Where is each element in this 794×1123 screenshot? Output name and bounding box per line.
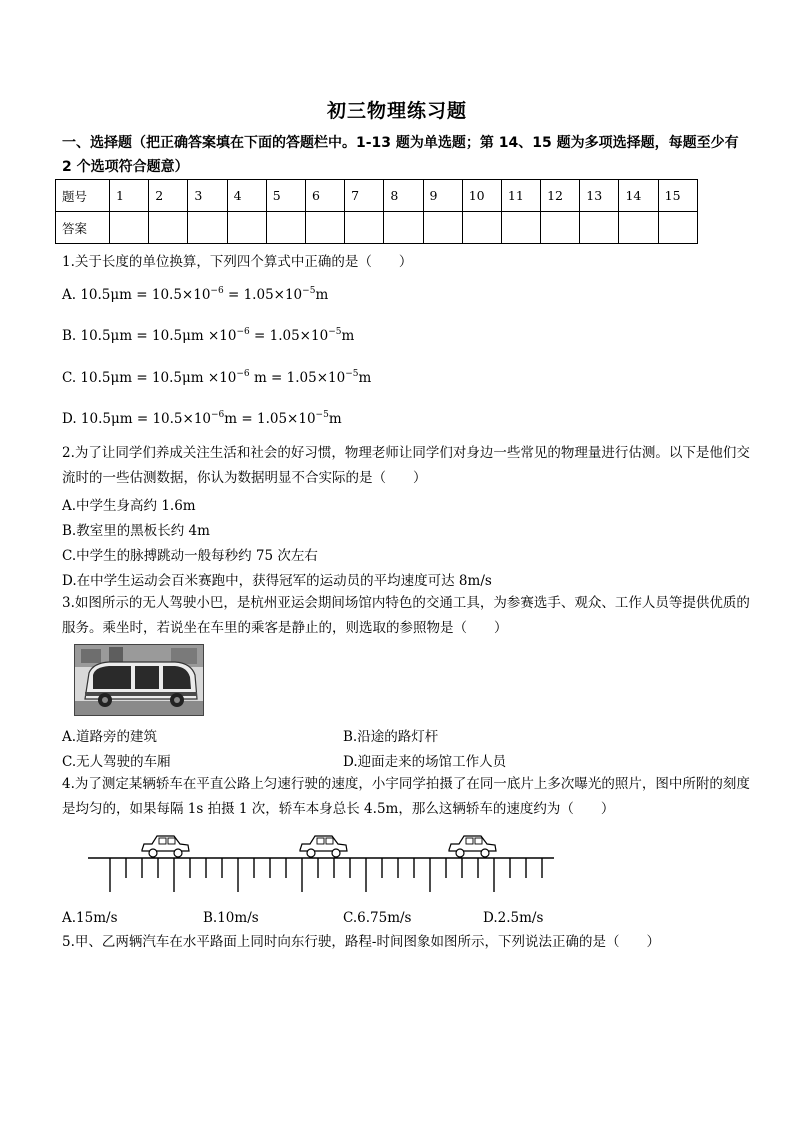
q2-option-c: C.中学生的脉搏跳动一般每秒约 75 次左右: [62, 548, 318, 564]
exponent: −5: [328, 327, 342, 337]
question-number-cell: 10: [462, 180, 501, 212]
question-number-cell: 1: [110, 180, 149, 212]
exponent: −6: [236, 327, 250, 337]
option-text: = 1.05×10: [223, 287, 303, 303]
option-text: m: [341, 328, 355, 344]
question-number-cell: 4: [227, 180, 266, 212]
q3-option-d: D.迎面走来的场馆工作人员: [343, 754, 507, 770]
question-number-cell: 5: [266, 180, 305, 212]
question-number-cell: 12: [541, 180, 580, 212]
answer-table: [55, 179, 698, 244]
option-text: A. 10.5μm = 10.5×10: [62, 287, 211, 303]
answer-cell[interactable]: [227, 212, 266, 244]
option-text: m: [328, 411, 342, 427]
q4-option-b: B.10m/s: [203, 910, 259, 926]
q1-option-c: [62, 370, 371, 386]
option-text: m = 1.05×10: [249, 370, 346, 386]
car-icon: [449, 836, 496, 857]
exponent: −5: [345, 369, 359, 379]
question-3-stem: 3.如图所示的无人驾驶小巴，是杭州亚运会期间场馆内特色的交通工具，为参赛选手、观众、工作人员等提供优质的服务。乘坐时，若说坐在车里的乘客是静止的，则选取的参照物是（ ）: [62, 595, 750, 636]
question-number-cell: 6: [305, 180, 344, 212]
question-4-stem: 4.为了测定某辆轿车在平直公路上匀速行驶的速度，小宇同学拍摄了在同一底片上多次曝光的照片，图中所附的刻度是均匀的，如果每隔 1s 拍摄 1 次，轿车本身总长 4.5m，那么这辆轿车的速度约为（ ）: [62, 776, 750, 817]
question-2-stem: 2.为了让同学们养成关注生活和社会的好习惯，物理老师让同学们对身边一些常见的物理量进行估测。以下是他们交流时的一些估测数据，你认为数据明显不合实际的是（ ）: [62, 445, 750, 486]
q4-option-c: C.6.75m/s: [343, 910, 412, 926]
option-text: m = 1.05×10: [224, 411, 316, 427]
answer-cell[interactable]: [462, 212, 501, 244]
car-icon: [300, 836, 347, 857]
row-label-answer: 答案: [56, 212, 110, 244]
q4-option-a: A.15m/s: [62, 910, 118, 926]
question-number-cell: 8: [384, 180, 423, 212]
answer-cell[interactable]: [345, 212, 384, 244]
exponent: −6: [210, 286, 224, 296]
q4-option-d: D.2.5m/s: [483, 910, 544, 926]
table-row-answers: [56, 212, 698, 244]
question-number-cell: 13: [580, 180, 619, 212]
q2-option-d: D.在中学生运动会百米赛跑中，获得冠军的运动员的平均速度可达 8m/s: [62, 573, 492, 589]
q3-option-b: B.沿途的路灯杆: [343, 729, 439, 745]
q2-option-b: B.教室里的黑板长约 4m: [62, 523, 210, 539]
q3-option-c: C.无人驾驶的车厢: [62, 754, 171, 770]
answer-cell[interactable]: [580, 212, 619, 244]
q1-option-a: [62, 287, 328, 303]
exponent: −6: [211, 410, 225, 420]
ruler-ticks: [110, 858, 542, 892]
row-label-number: 题号: [56, 180, 110, 212]
q1-option-b: [62, 328, 354, 344]
option-text: m: [358, 370, 372, 386]
question-number-cell: 9: [423, 180, 462, 212]
car-ruler-figure: [62, 828, 554, 900]
q3-option-a: A.道路旁的建筑: [62, 729, 158, 745]
car-icon: [142, 836, 189, 857]
table-row-numbers: [56, 180, 698, 212]
option-text: = 1.05×10: [249, 328, 329, 344]
answer-cell[interactable]: [619, 212, 658, 244]
answer-cell[interactable]: [305, 212, 344, 244]
page-title: 初三物理练习题: [326, 100, 467, 122]
option-text: C. 10.5μm = 10.5μm ×10: [62, 370, 237, 386]
exponent: −5: [302, 286, 316, 296]
question-number-cell: 2: [149, 180, 188, 212]
question-number-cell: 15: [658, 180, 697, 212]
answer-cell[interactable]: [149, 212, 188, 244]
question-number-cell: 7: [345, 180, 384, 212]
exponent: −5: [315, 410, 329, 420]
autonomous-bus-photo: [74, 644, 204, 716]
question-1-stem: 1.关于长度的单位换算，下列四个算式中正确的是（ ）: [62, 254, 413, 270]
option-text: m: [315, 287, 329, 303]
question-number-cell: 14: [619, 180, 658, 212]
question-number-cell: 11: [501, 180, 540, 212]
q2-option-a: A.中学生身高约 1.6m: [62, 498, 196, 514]
answer-cell[interactable]: [384, 212, 423, 244]
answer-cell[interactable]: [423, 212, 462, 244]
answer-cell[interactable]: [266, 212, 305, 244]
answer-cell[interactable]: [188, 212, 227, 244]
section-heading: 一、选择题（把正确答案填在下面的答题栏中。1-13 题为单选题；第 14、15 题为多项选择题，每题至少有 2 个选项符合题意）: [62, 135, 739, 175]
exponent: −6: [236, 369, 250, 379]
answer-cell[interactable]: [658, 212, 697, 244]
option-text: B. 10.5μm = 10.5μm ×10: [62, 328, 237, 344]
question-5-stem: 5.甲、乙两辆汽车在水平路面上同时向东行驶，路程-时间图象如图所示，下列说法正确的是（ ）: [62, 934, 660, 950]
answer-cell[interactable]: [110, 212, 149, 244]
question-number-cell: 3: [188, 180, 227, 212]
q1-option-d: [62, 411, 342, 427]
option-text: D. 10.5μm = 10.5×10: [62, 411, 212, 427]
bus-image-icon: [75, 645, 203, 715]
answer-cell[interactable]: [541, 212, 580, 244]
answer-cell[interactable]: [501, 212, 540, 244]
